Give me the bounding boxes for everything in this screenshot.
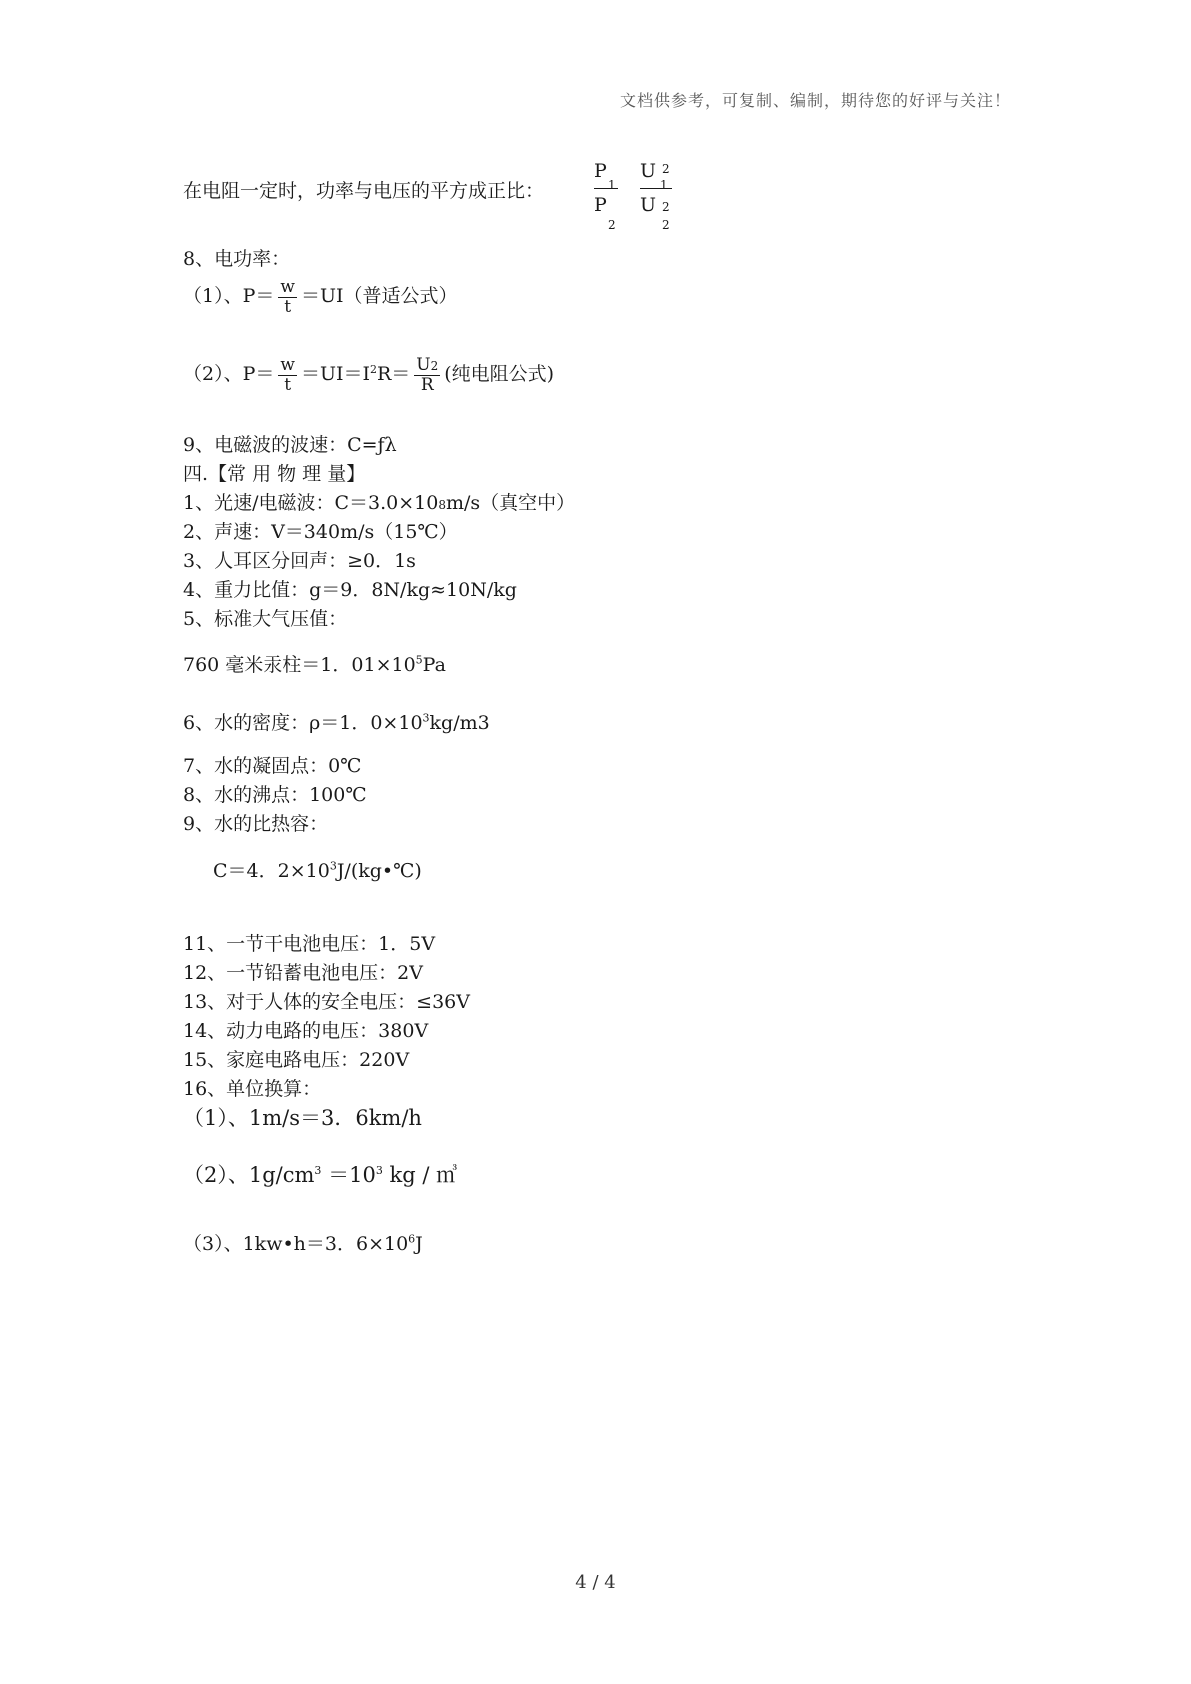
conv-2-b: ＝10 (321, 1163, 376, 1187)
p-fraction-bar (594, 188, 618, 189)
heat-exponent: 3 (329, 859, 337, 873)
item-gravity: 4、重力比值：g＝9．8N/kg≈10N/kg (183, 579, 517, 601)
header-note: 文档供参考，可复制、编制，期待您的好评与关注！ (619, 91, 1011, 110)
item-home-circuit: 15、家庭电路电压：220V (183, 1049, 410, 1071)
u2-over-r-fraction (414, 356, 440, 394)
power-formula-2 (183, 356, 554, 394)
conv-2-c: kg / ㎥ (382, 1163, 458, 1187)
item-light-speed (183, 494, 575, 513)
p-denominator: P (594, 194, 607, 216)
u-fraction-bar (640, 188, 672, 189)
i-squared-exponent: 2 (369, 362, 377, 376)
item-dry-battery: 11、一节干电池电压：1．5V (183, 933, 436, 955)
formula-2-mid: ＝UI＝I (300, 363, 370, 386)
atm-pressure-value (183, 653, 446, 676)
conv-2-exp-1: 3 (314, 1164, 322, 1177)
item-unit-conversion: 16、单位换算： (183, 1078, 322, 1100)
item-sound-speed: 2、声速：V＝340m/s（15℃） (183, 521, 458, 543)
item-boiling-point: 8、水的沸点：100℃ (183, 784, 367, 806)
item-freezing-point: 7、水的凝固点：0℃ (183, 755, 362, 777)
u-sub-1: 1 (660, 178, 668, 192)
item-water-density (183, 711, 490, 734)
formula-2-suffix: (纯电阻公式) (444, 363, 555, 386)
conversion-1: （1）、1m/s＝3．6km/h (183, 1106, 422, 1130)
fraction-numerator: w (280, 277, 295, 297)
conv-3-a: （3）、1kw•h＝3．6×10 (183, 1233, 409, 1255)
item-specific-heat: 9、水的比热容： (183, 813, 329, 835)
page-number: 4 / 4 (575, 1572, 616, 1593)
power-heading: 8、电功率： (183, 248, 291, 270)
item-safe-voltage: 13、对于人体的安全电压：≤36V (183, 991, 470, 1013)
atm-value-a: 760 毫米汞柱＝1．01×10 (183, 654, 416, 676)
heat-value-a: C＝4．2×10 (213, 860, 330, 882)
conv-3-b: J (415, 1233, 423, 1255)
w-over-t-fraction (278, 278, 297, 316)
atm-value-b: Pa (422, 654, 446, 676)
fraction-numerator (414, 356, 440, 376)
item-1-text-b: m/s（真空中） (445, 492, 576, 514)
fraction-denominator: R (420, 374, 434, 395)
density-b: kg/m3 (429, 712, 490, 734)
specific-heat-value (213, 859, 422, 882)
formula-2-mid2: R＝ (376, 363, 411, 386)
wave-speed: 9、电磁波的波速：C=ƒλ (183, 434, 397, 456)
u-numerator: U (640, 160, 657, 182)
density-a: 6、水的密度：ρ＝1．0×10 (183, 712, 423, 734)
item-atm-pressure: 5、标准大气压值： (183, 608, 348, 630)
conversion-3 (183, 1232, 423, 1255)
u-sub-2: 2 (662, 218, 670, 232)
item-1-exponent: 8 (438, 498, 446, 512)
u-exp-2: 2 (662, 200, 670, 214)
atm-exponent: 5 (415, 653, 423, 667)
item-1-text-a: 1、光速/电磁波：C＝3.0×10 (183, 492, 439, 514)
u-denominator: U (640, 194, 657, 216)
heat-value-b: J/(kg•℃) (336, 860, 422, 882)
item-echo: 3、人耳区分回声：≥0．1s (183, 550, 416, 572)
p-sub-1: 1 (608, 178, 616, 192)
item-power-circuit: 14、动力电路的电压：380V (183, 1020, 429, 1042)
power-formula-1 (183, 278, 457, 316)
fraction-denominator: t (284, 296, 292, 317)
p-sub-2: 2 (608, 218, 616, 232)
section-heading: 四.【常 用 物 理 量】 (183, 463, 366, 485)
u-exp-1: 2 (662, 162, 670, 176)
density-exponent: 3 (422, 711, 430, 725)
conversion-2 (183, 1165, 457, 1186)
u-letter: U (416, 355, 431, 375)
formula-2-prefix: （2）、P＝ (183, 363, 275, 386)
fraction-numerator: w (280, 355, 295, 375)
ratio-text: 在电阻一定时，功率与电压的平方成正比： (183, 180, 545, 202)
conv-2-exp-2: 3 (375, 1164, 383, 1177)
w-over-t-fraction (278, 356, 297, 394)
conv-2-a: （2）、1g/cm (183, 1163, 315, 1187)
fraction-denominator: t (284, 374, 292, 395)
u-exponent: 2 (430, 359, 439, 373)
formula-1-suffix: ＝UI（普适公式） (300, 285, 458, 308)
item-lead-battery: 12、一节铅蓄电池电压：2V (183, 962, 423, 984)
p-numerator: P (594, 160, 607, 182)
conv-3-exp: 6 (408, 1232, 416, 1246)
formula-1-prefix: （1）、P＝ (183, 285, 275, 308)
